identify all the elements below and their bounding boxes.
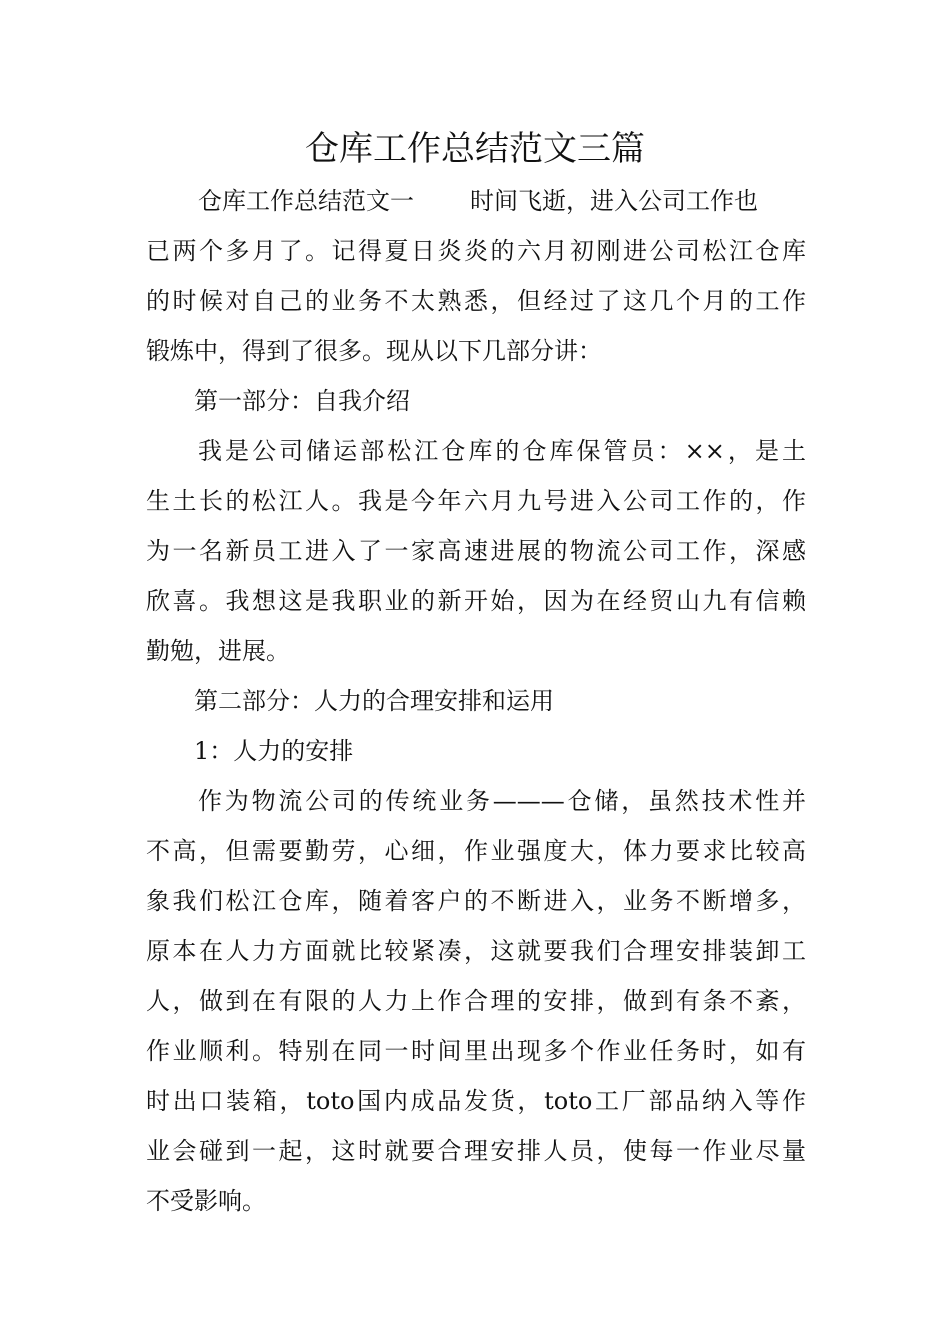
document-body: [146, 176, 806, 1226]
paragraph-line: 生土长的松江人。我是今年六月九号进入公司工作的，作: [146, 487, 806, 515]
paragraph-line: 已两个多月了。记得夏日炎炎的六月初刚进公司松江仓库: [146, 237, 806, 265]
paragraph-line: 作为物流公司的传统业务———仓储，虽然技术性并: [198, 787, 806, 815]
paragraph-line: 勤勉，进展。: [146, 637, 290, 665]
section-heading: 第一部分：自我介绍: [194, 387, 410, 415]
paragraph-line: 为一名新员工进入了一家高速进展的物流公司工作，深感: [146, 537, 806, 565]
section-heading: 第二部分：人力的合理安排和运用: [194, 687, 554, 715]
paragraph-line: 作业顺利。特别在同一时间里出现多个作业任务时，如有: [146, 1037, 806, 1065]
section-heading-inline: 仓库工作总结范文一: [198, 187, 414, 215]
paragraph-line: 欣喜。我想这是我职业的新开始，因为在经贸山九有信赖: [146, 587, 806, 615]
document-title: 仓库工作总结范文三篇: [305, 129, 645, 169]
paragraph-line: 锻炼中，得到了很多。现从以下几部分讲：: [146, 337, 602, 365]
paragraph-line: 我是公司储运部松江仓库的仓库保管员：××，是土: [198, 437, 806, 465]
paragraph-line: 业会碰到一起，这时就要合理安排人员，使每一作业尽量: [146, 1137, 806, 1165]
paragraph-line: 不受影响。: [146, 1187, 266, 1215]
paragraph-line: [146, 176, 806, 226]
paragraph-line: 象我们松江仓库，随着客户的不断进入，业务不断增多，: [146, 887, 806, 915]
paragraph-line: 不高，但需要勤劳，心细，作业强度大，体力要求比较高: [146, 837, 806, 865]
paragraph-line: 的时候对自己的业务不太熟悉，但经过了这几个月的工作: [146, 287, 806, 315]
subsection-heading: 1：人力的安排: [194, 737, 354, 765]
paragraph-line: 人，做到在有限的人力上作合理的安排，做到有条不紊，: [146, 987, 806, 1015]
paragraph-text: 时间飞逝，进入公司工作也: [470, 187, 758, 215]
paragraph-line: 原本在人力方面就比较紧凑，这就要我们合理安排装卸工: [146, 937, 806, 965]
paragraph-line: 时出口装箱，toto国内成品发货，toto工厂部品纳入等作: [146, 1087, 806, 1115]
